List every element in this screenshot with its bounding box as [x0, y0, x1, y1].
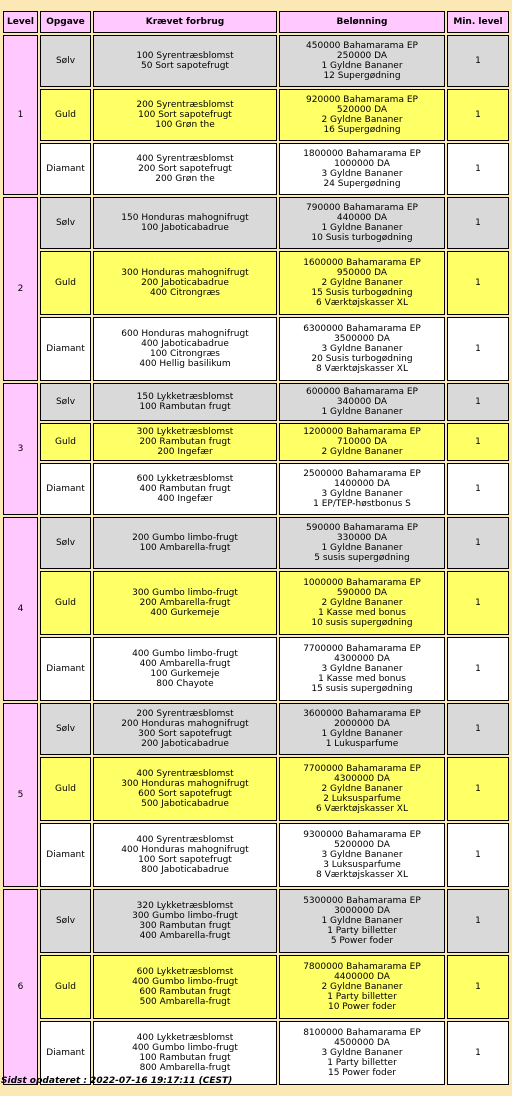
required-cell	[93, 423, 277, 461]
min-level-cell: 1	[447, 423, 509, 461]
reward-item: 1200000 Bahamarama EP	[303, 427, 421, 437]
required-item: 300 Gumbo limbo-frugt	[132, 588, 238, 598]
reward-item: 4400000 DA	[334, 972, 390, 982]
required-item: 400 Gumbo limbo-frugt	[132, 649, 238, 659]
required-cell	[93, 317, 277, 381]
reward-item: 1 EP/TEP-høstbonus S	[313, 499, 411, 509]
reward-cell	[279, 517, 445, 569]
required-item: 300 Sort sapotefrugt	[138, 729, 232, 739]
table-row	[3, 143, 509, 195]
reward-item: 340000 DA	[336, 397, 388, 407]
reward-item: 2500000 Bahamarama EP	[303, 469, 421, 479]
reward-item: 16 Supergødning	[323, 125, 401, 135]
min-level-cell: 1	[447, 757, 509, 821]
level-cell: 1	[3, 35, 38, 195]
required-cell	[93, 143, 277, 195]
table-row	[3, 89, 509, 141]
required-item: 400 Ambarella-frugt	[139, 659, 231, 669]
min-level-cell: 1	[447, 703, 509, 755]
reward-item: 5200000 DA	[334, 840, 390, 850]
required-item: 50 Sort sapotefrugt	[141, 61, 229, 71]
required-item: 800 Ambarella-frugt	[139, 1063, 231, 1073]
level-cell: 4	[3, 517, 38, 701]
table-row	[3, 423, 509, 461]
required-item: 100 Grøn the	[155, 120, 215, 130]
table-row	[3, 197, 509, 249]
required-cell	[93, 35, 277, 87]
last-updated: Sidst opdateret : 2022-07-16 19:17:11 (CEST)	[1, 1076, 233, 1086]
header-required: Krævet forbrug	[93, 11, 277, 33]
required-item: 300 Rambutan frugt	[139, 921, 231, 931]
required-item: 320 Lykketræsblomst	[136, 901, 234, 911]
reward-item: 6 Værktøjskasser XL	[316, 298, 408, 308]
table-row	[3, 517, 509, 569]
required-cell	[93, 89, 277, 141]
min-level-cell: 1	[447, 517, 509, 569]
required-item: 200 Rambutan frugt	[139, 437, 231, 447]
reward-item: 10 Power foder	[327, 1002, 396, 1012]
header-reward: Belønning	[279, 11, 445, 33]
reward-item: 5 susis supergødning	[314, 553, 410, 563]
reward-cell	[279, 89, 445, 141]
reward-item: 7700000 Bahamarama EP	[303, 764, 421, 774]
reward-cell	[279, 637, 445, 701]
reward-cell	[279, 1021, 445, 1085]
required-item: 400 Lykketræsblomst	[136, 1033, 234, 1043]
required-item: 100 Rambutan frugt	[139, 402, 231, 412]
min-level-cell: 1	[447, 637, 509, 701]
reward-cell	[279, 463, 445, 515]
min-level-cell: 1	[447, 571, 509, 635]
reward-item: 6 Værktøjskasser XL	[316, 804, 408, 814]
reward-item: 3 Gyldne Bananer	[321, 850, 403, 860]
header-min-level: Min. level	[447, 11, 509, 33]
reward-item: 3 Gyldne Bananer	[321, 344, 403, 354]
table-row	[3, 889, 509, 953]
table-row	[3, 823, 509, 887]
reward-item: 2 Gyldne Bananer	[321, 115, 403, 125]
required-item: 100 Sort sapotefrugt	[138, 110, 232, 120]
required-item: 600 Honduras mahognifrugt	[121, 329, 249, 339]
reward-item: 9300000 Bahamarama EP	[303, 830, 421, 840]
required-item: 400 Ingefær	[157, 494, 213, 504]
reward-cell	[279, 35, 445, 87]
reward-item: 590000 DA	[336, 588, 388, 598]
reward-item: 3600000 Bahamarama EP	[303, 709, 421, 719]
min-level-cell: 1	[447, 317, 509, 381]
reward-item: 3500000 DA	[334, 334, 390, 344]
reward-item: 8 Værktøjskasser XL	[316, 364, 408, 374]
reward-item: 15 Susis turbogødning	[311, 288, 413, 298]
required-item: 200 Grøn the	[155, 174, 215, 184]
reward-item: 1600000 Bahamarama EP	[303, 258, 421, 268]
reward-item: 24 Supergødning	[323, 179, 401, 189]
header-task: Opgave	[40, 11, 91, 33]
required-item: 600 Rambutan frugt	[139, 987, 231, 997]
task-cell: Sølv	[40, 383, 91, 421]
required-item: 400 Syrentræsblomst	[136, 154, 234, 164]
table-row	[3, 757, 509, 821]
min-level-cell: 1	[447, 1021, 509, 1085]
reward-item: 520000 DA	[336, 105, 388, 115]
min-level-cell: 1	[447, 143, 509, 195]
reward-cell	[279, 317, 445, 381]
min-level-cell: 1	[447, 463, 509, 515]
min-level-cell: 1	[447, 251, 509, 315]
reward-cell	[279, 757, 445, 821]
reward-item: 12 Supergødning	[323, 71, 401, 81]
reward-item: 1 Gyldne Bananer	[321, 61, 403, 71]
reward-cell	[279, 197, 445, 249]
required-item: 500 Jaboticabadrue	[141, 799, 229, 809]
reward-item: 6300000 Bahamarama EP	[303, 324, 421, 334]
required-item: 150 Honduras mahognifrugt	[121, 213, 249, 223]
table-row	[3, 571, 509, 635]
min-level-cell: 1	[447, 889, 509, 953]
required-cell	[93, 637, 277, 701]
required-cell	[93, 955, 277, 1019]
reward-item: 250000 DA	[336, 51, 388, 61]
reward-cell	[279, 703, 445, 755]
task-cell: Sølv	[40, 889, 91, 953]
required-cell	[93, 463, 277, 515]
reward-item: 4300000 DA	[334, 654, 390, 664]
task-cell: Guld	[40, 955, 91, 1019]
reward-item: 1 Gyldne Bananer	[321, 543, 403, 553]
required-cell	[93, 823, 277, 887]
reward-cell	[279, 423, 445, 461]
required-item: 200 Jaboticabadrue	[141, 739, 229, 749]
reward-item: 3 Gyldne Bananer	[321, 664, 403, 674]
reward-cell	[279, 383, 445, 421]
required-item: 800 Jaboticabadrue	[141, 865, 229, 875]
required-item: 150 Lykketræsblomst	[136, 392, 234, 402]
task-cell: Diamant	[40, 823, 91, 887]
reward-item: 1000000 Bahamarama EP	[303, 578, 421, 588]
reward-item: 20 Susis turbogødning	[311, 354, 413, 364]
reward-item: 8100000 Bahamarama EP	[303, 1028, 421, 1038]
reward-item: 10 susis supergødning	[311, 618, 413, 628]
reward-item: 10 Susis turbogødning	[311, 233, 413, 243]
required-item: 400 Citrongræs	[149, 288, 220, 298]
reward-item: 5 Power foder	[330, 936, 394, 946]
reward-item: 2 Gyldne Bananer	[321, 982, 403, 992]
required-item: 200 Gumbo limbo-frugt	[132, 533, 238, 543]
level-cell: 2	[3, 197, 38, 381]
task-cell: Sølv	[40, 517, 91, 569]
reward-cell	[279, 955, 445, 1019]
required-item: 300 Honduras mahognifrugt	[121, 268, 249, 278]
task-cell: Diamant	[40, 1021, 91, 1085]
reward-cell	[279, 823, 445, 887]
task-cell: Diamant	[40, 317, 91, 381]
required-item: 400 Ambarella-frugt	[139, 931, 231, 941]
reward-item: 330000 DA	[336, 533, 388, 543]
reward-item: 7800000 Bahamarama EP	[303, 962, 421, 972]
required-item: 500 Ambarella-frugt	[139, 997, 231, 1007]
required-item: 400 Gumbo limbo-frugt	[132, 1043, 238, 1053]
reward-item: 4300000 DA	[334, 774, 390, 784]
reward-item: 450000 Bahamarama EP	[306, 41, 418, 51]
table-body	[3, 35, 509, 1085]
task-cell: Guld	[40, 571, 91, 635]
required-item: 200 Jaboticabadrue	[141, 278, 229, 288]
reward-item: 2000000 DA	[334, 719, 390, 729]
required-cell	[93, 383, 277, 421]
table-row	[3, 637, 509, 701]
required-item: 300 Gumbo limbo-frugt	[132, 911, 238, 921]
reward-item: 3 Luksusparfume	[323, 860, 401, 870]
required-item: 100 Gurkemeje	[150, 669, 220, 679]
task-cell: Guld	[40, 423, 91, 461]
reward-item: 3 Gyldne Bananer	[321, 489, 403, 499]
required-item: 600 Lykketræsblomst	[136, 967, 234, 977]
reward-item: 2 Gyldne Bananer	[321, 784, 403, 794]
reward-item: 1 Gyldne Bananer	[321, 407, 403, 417]
reward-item: 8 Værktøjskasser XL	[316, 870, 408, 880]
reward-item: 1 Lukusparfume	[325, 739, 399, 749]
table-row	[3, 463, 509, 515]
required-item: 200 Syrentræsblomst	[136, 709, 234, 719]
required-item: 100 Ambarella-frugt	[139, 543, 231, 553]
task-cell: Diamant	[40, 143, 91, 195]
required-item: 100 Syrentræsblomst	[136, 51, 234, 61]
reward-item: 1 Gyldne Bananer	[321, 223, 403, 233]
reward-cell	[279, 251, 445, 315]
task-cell: Sølv	[40, 703, 91, 755]
min-level-cell: 1	[447, 955, 509, 1019]
header-level: Level	[3, 11, 38, 33]
table-row	[3, 703, 509, 755]
reward-item: 950000 DA	[336, 268, 388, 278]
reward-item: 440000 DA	[336, 213, 388, 223]
required-item: 300 Honduras mahognifrugt	[121, 779, 249, 789]
reward-item: 1 Party billetter	[327, 1058, 397, 1068]
min-level-cell: 1	[447, 89, 509, 141]
required-cell	[93, 197, 277, 249]
reward-item: 1000000 DA	[334, 159, 390, 169]
required-item: 200 Syrentræsblomst	[136, 100, 234, 110]
level-cell: 3	[3, 383, 38, 515]
required-item: 100 Citrongræs	[149, 349, 220, 359]
reward-item: 3 Gyldne Bananer	[321, 1048, 403, 1058]
required-item: 400 Syrentræsblomst	[136, 769, 234, 779]
min-level-cell: 1	[447, 823, 509, 887]
task-cell: Sølv	[40, 35, 91, 87]
table-row	[3, 383, 509, 421]
required-item: 400 Rambutan frugt	[139, 484, 231, 494]
reward-item: 3 Gyldne Bananer	[321, 169, 403, 179]
reward-item: 7700000 Bahamarama EP	[303, 644, 421, 654]
reward-item: 1 Kasse med bonus	[318, 674, 406, 684]
required-item: 400 Honduras mahognifrugt	[121, 845, 249, 855]
level-cell: 6	[3, 889, 38, 1085]
reward-item: 15 susis supergødning	[311, 684, 413, 694]
reward-cell	[279, 143, 445, 195]
table-row	[3, 955, 509, 1019]
required-item: 100 Sort sapotefrugt	[138, 855, 232, 865]
table-row	[3, 251, 509, 315]
reward-item: 2 Luksusparfume	[323, 794, 401, 804]
required-cell	[93, 703, 277, 755]
required-cell	[93, 517, 277, 569]
task-cell: Diamant	[40, 637, 91, 701]
required-item: 300 Lykketræsblomst	[136, 427, 234, 437]
required-item: 200 Honduras mahognifrugt	[121, 719, 249, 729]
required-item: 600 Lykketræsblomst	[136, 474, 234, 484]
required-cell	[93, 251, 277, 315]
required-item: 400 Gumbo limbo-frugt	[132, 977, 238, 987]
task-cell: Diamant	[40, 463, 91, 515]
reward-cell	[279, 889, 445, 953]
level-cell: 5	[3, 703, 38, 887]
quest-table	[1, 9, 511, 1087]
required-item: 400 Hellig basilikum	[139, 359, 231, 369]
required-item: 800 Chayote	[156, 679, 214, 689]
table-row	[3, 35, 509, 87]
table-row	[3, 317, 509, 381]
reward-item: 2 Gyldne Bananer	[321, 278, 403, 288]
reward-item: 1 Party billetter	[327, 926, 397, 936]
reward-item: 2 Gyldne Bananer	[321, 447, 403, 457]
reward-item: 3000000 DA	[334, 906, 390, 916]
required-item: 100 Rambutan frugt	[139, 1053, 231, 1063]
reward-item: 590000 Bahamarama EP	[306, 523, 418, 533]
required-item: 200 Ambarella-frugt	[139, 598, 231, 608]
reward-item: 2 Gyldne Bananer	[321, 598, 403, 608]
min-level-cell: 1	[447, 35, 509, 87]
reward-item: 1 Party billetter	[327, 992, 397, 1002]
required-item: 200 Ingefær	[157, 447, 213, 457]
task-cell: Sølv	[40, 197, 91, 249]
reward-item: 5300000 Bahamarama EP	[303, 896, 421, 906]
task-cell: Guld	[40, 251, 91, 315]
required-cell	[93, 571, 277, 635]
required-cell	[93, 757, 277, 821]
header-row	[3, 11, 509, 33]
required-item: 400 Jaboticabadrue	[141, 339, 229, 349]
required-item: 600 Sort sapotefrugt	[138, 789, 232, 799]
reward-item: 1 Gyldne Bananer	[321, 729, 403, 739]
required-item: 400 Gurkemeje	[150, 608, 220, 618]
reward-item: 710000 DA	[336, 437, 388, 447]
task-cell: Guld	[40, 757, 91, 821]
required-item: 400 Syrentræsblomst	[136, 835, 234, 845]
required-item: 200 Sort sapotefrugt	[138, 164, 232, 174]
reward-item: 1 Kasse med bonus	[318, 608, 406, 618]
reward-item: 15 Power foder	[327, 1068, 396, 1078]
task-cell: Guld	[40, 89, 91, 141]
reward-cell	[279, 571, 445, 635]
min-level-cell: 1	[447, 197, 509, 249]
reward-item: 1800000 Bahamarama EP	[303, 149, 421, 159]
required-item: 100 Jaboticabadrue	[141, 223, 229, 233]
reward-item: 4500000 DA	[334, 1038, 390, 1048]
reward-item: 1 Gyldne Bananer	[321, 916, 403, 926]
min-level-cell: 1	[447, 383, 509, 421]
required-cell	[93, 889, 277, 953]
reward-item: 600000 Bahamarama EP	[306, 387, 418, 397]
reward-item: 1400000 DA	[334, 479, 390, 489]
reward-item: 790000 Bahamarama EP	[306, 203, 418, 213]
reward-item: 920000 Bahamarama EP	[306, 95, 418, 105]
